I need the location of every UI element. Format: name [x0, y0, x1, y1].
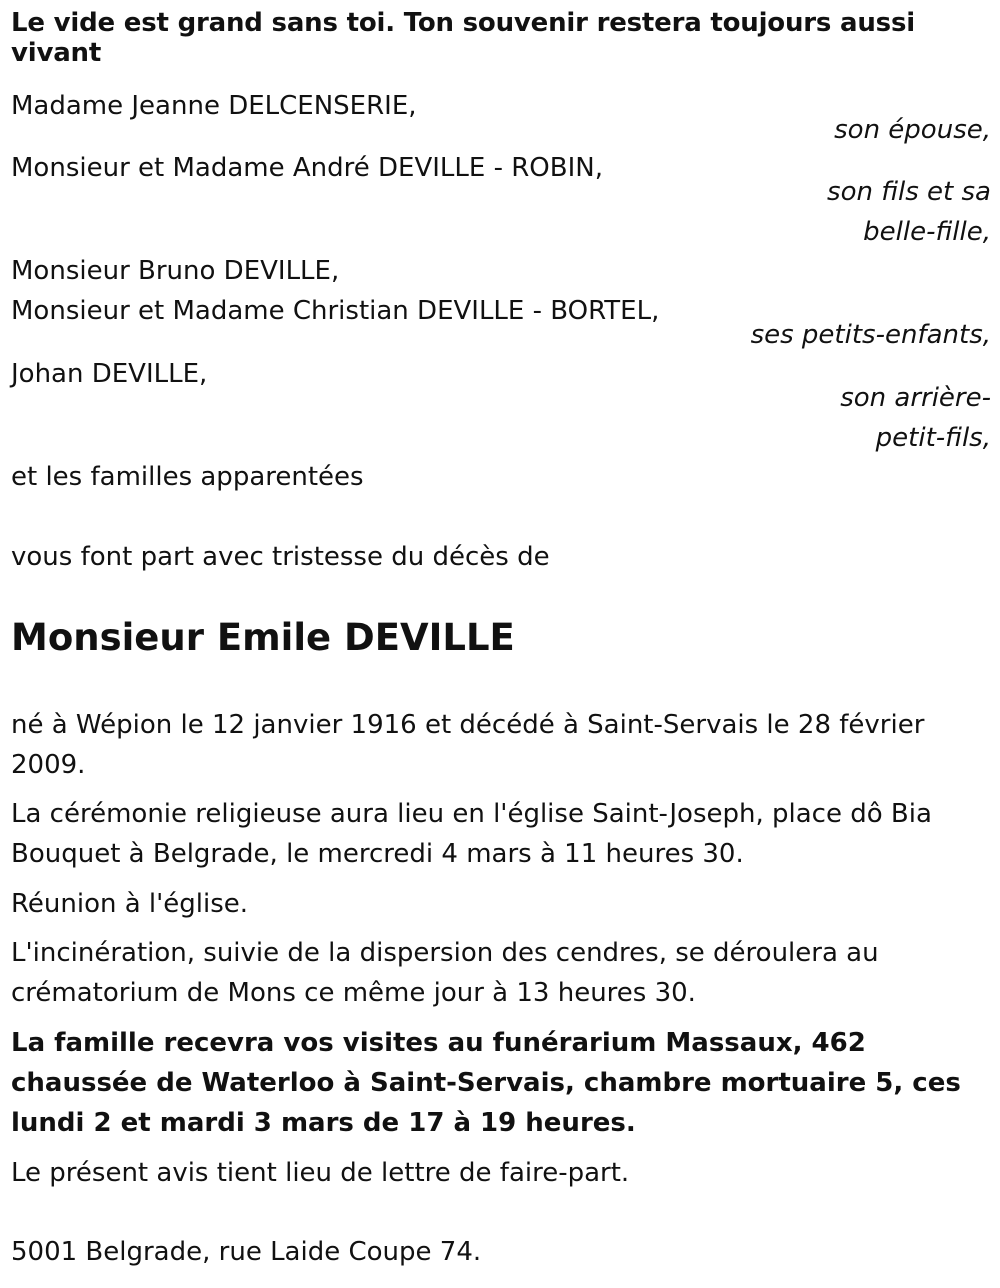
announcement-line: vous font part avec tristesse du décès de [11, 542, 550, 572]
family-name-grandchild-1: Monsieur Bruno DEVILLE, [11, 256, 340, 286]
family-name-great-grandchild: Johan DEVILLE, [11, 359, 208, 389]
notice-paragraph: Le présent avis tient lieu de lettre de faire-part. [11, 1158, 630, 1188]
family-role-spouse: son épouse, [834, 115, 991, 145]
relatives-line: et les familles apparentées [11, 462, 364, 492]
family-role-great-grandchild: son arrière-petit-fils, [840, 383, 991, 453]
family-name-grandchild-2: Monsieur et Madame Christian DEVILLE - BORTEL, [11, 296, 660, 326]
family-name-son: Monsieur et Madame André DEVILLE - ROBIN, [11, 153, 603, 183]
birth-death-paragraph: né à Wépion le 12 janvier 1916 et décédé à Saint-Servais le 28 février 2009. [11, 710, 925, 780]
deceased-name: Monsieur Emile DEVILLE [11, 616, 515, 659]
family-role-son: son fils et sa belle-fille, [827, 177, 991, 247]
family-name-spouse: Madame Jeanne DELCENSERIE, [11, 91, 417, 121]
cremation-paragraph: L'incinération, suivie de la dispersion des cendres, se déroulera au crématorium de Mons ce même jour à 13 heures 30. [11, 938, 879, 1008]
family-role-grandchildren: ses petits-enfants, [750, 320, 991, 350]
visits-paragraph: La famille recevra vos visites au funérarium Massaux, 462 chaussée de Waterloo à Saint-Servais, chambre mortuaire 5, ces lundi 2 et mardi 3 mars de 17 à 19 heures. [11, 1028, 961, 1138]
headline: Le vide est grand sans toi. Ton souvenir restera toujours aussi vivant [11, 8, 915, 68]
reunion-paragraph: Réunion à l'église. [11, 889, 249, 919]
address-line: 5001 Belgrade, rue Laide Coupe 74. [11, 1237, 482, 1267]
ceremony-paragraph: La cérémonie religieuse aura lieu en l'église Saint-Joseph, place dô Bia Bouquet à Belgrade, le mercredi 4 mars à 11 heures 30. [11, 799, 932, 869]
